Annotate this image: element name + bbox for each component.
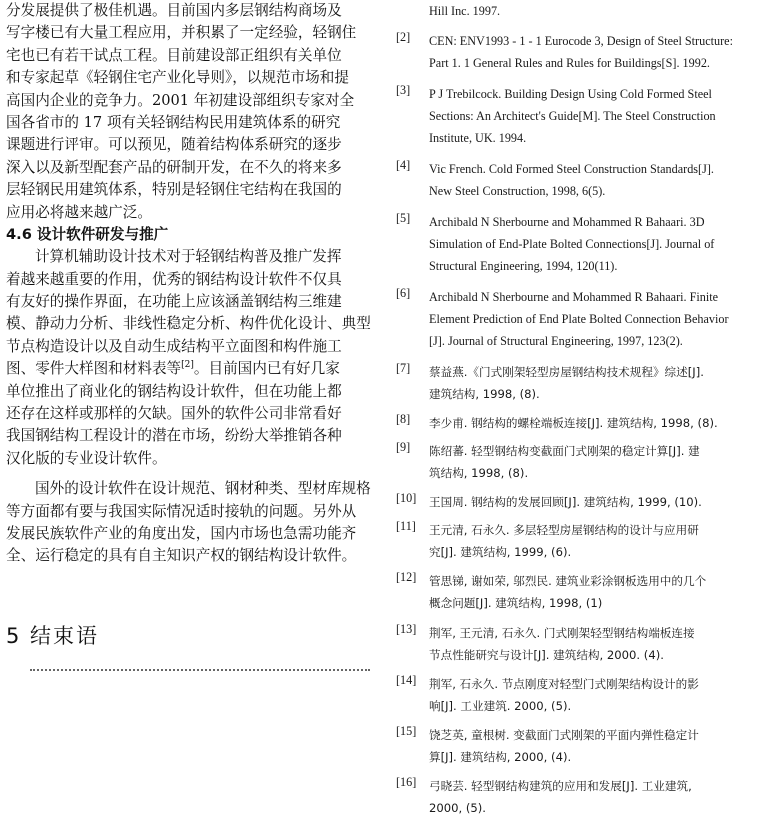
reference-item: [396, 775, 756, 819]
left-column: [6, 0, 382, 568]
reference-number: [13]: [396, 622, 417, 636]
reference-number: [11]: [396, 519, 416, 533]
text-line: 节点构造设计以及自动生成结构平立面图和构件施工: [6, 337, 342, 355]
text-line: 宅也已有若干试点工程。目前建设部正组织有关单位: [6, 46, 342, 64]
reference-list: [396, 0, 756, 819]
paragraph-intro: [6, 0, 382, 224]
reference-text-line: P J Trebilcock. Building Design Using Cold Formed Steel: [429, 87, 712, 101]
reference-text-line: Vic French. Cold Formed Steel Construction Standards[J].: [429, 162, 714, 176]
text-line: [6, 358, 382, 380]
text-line: 等方面都有要与我国实际情况适时接轨的问题。另外从: [6, 502, 357, 520]
reference-number: [16]: [396, 775, 417, 789]
text-line: 高国内企业的竞争力。2001 年初建设部组织专家对全: [6, 91, 355, 109]
reference-text-line: 王元清, 石永久. 多层轻型房屋钢结构的设计与应用研: [429, 523, 699, 537]
reference-item: [396, 211, 756, 277]
text-line: 写字楼已有大量工程应用，并积累了一定经验，轻钢住: [6, 24, 357, 42]
reference-text-line: 陈绍蕃. 轻型钢结构变截面门式刚架的稳定计算[J]. 建: [429, 444, 700, 458]
text-segment: 。目前国内已有好几家: [193, 360, 340, 378]
reference-text-line: 筑结构, 1998, (8).: [429, 466, 529, 480]
reference-item: [396, 724, 756, 768]
text-line: 国外的设计软件在设计规范、钢材种类、型材库规格: [35, 480, 371, 498]
text-line: 模、静动力分析、非线性稳定分析、构件优化设计、典型: [6, 315, 371, 333]
text-line: 我国钢结构工程设计的潜在市场，纷纷大举推销各种: [6, 427, 342, 445]
reference-text-line: Archibald N Sherbourne and Mohammed R Bahaari. Finite: [429, 290, 719, 304]
text-line: 深入以及新型配套产品的研制开发，在不久的将来多: [6, 158, 342, 176]
text-line: 发展民族软件产业的角度出发，国内市场也急需功能齐: [6, 524, 357, 542]
reference-number: [12]: [396, 570, 417, 584]
reference-item: [396, 361, 756, 405]
reference-text-line: Sections: An Architect's Guide[M]. The Steel Construction: [429, 109, 716, 123]
reference-number: [15]: [396, 724, 417, 738]
reference-item: [396, 30, 756, 74]
reference-number: [3]: [396, 83, 411, 97]
reference-text-line: 弓晓芸. 轻型钢结构建筑的应用和发展[J]. 工业建筑,: [429, 779, 692, 793]
reference-number: [5]: [396, 211, 411, 225]
text-segment: 图、零件大样图和材料表等: [6, 360, 182, 378]
cut-off-text-line: [30, 664, 370, 672]
text-line: 有友好的操作界面，在功能上应该涵盖钢结构三维建: [6, 293, 342, 311]
text-line: 还存在这样或那样的欠缺。国外的软件公司非常看好: [6, 405, 342, 423]
reference-text-line: 李少甫. 钢结构的螺栓端板连接[J]. 建筑结构, 1998, (8).: [429, 416, 718, 430]
reference-text-line: Part 1. 1 General Rules and Rules for Buildings[S]. 1992.: [429, 56, 710, 70]
reference-text-line: Archibald N Sherbourne and Mohammed R Bahaari. 3D: [429, 215, 705, 229]
text-line: 计算机辅助设计技术对于轻钢结构普及推广发挥: [35, 248, 342, 266]
section-heading-4-6: 4.6 设计软件研发与推广: [6, 225, 169, 243]
reference-item: [396, 622, 756, 666]
text-line: 课题进行评审。可以预见，随着结构体系研究的逐步: [6, 136, 342, 154]
reference-text-line: 王国周. 钢结构的发展回顾[J]. 建筑结构, 1999, (10).: [429, 495, 702, 509]
reference-item: [396, 673, 756, 717]
text-line: 着越来越重要的作用，优秀的钢结构设计软件不仅具: [6, 270, 342, 288]
paragraph-software: [6, 246, 382, 470]
reference-item: [396, 519, 756, 563]
reference-item: [396, 0, 756, 22]
reference-item: [396, 570, 756, 614]
text-line: 国各省市的 17 项有关轻钢结构民用建筑体系的研究: [6, 113, 341, 131]
text-line: 应用必将越来越广泛。: [6, 203, 152, 221]
reference-text-line: 算[J]. 建筑结构, 2000, (4).: [429, 750, 572, 764]
reference-item: [396, 158, 756, 202]
reference-text-line: New Steel Construction, 1998, 6(5).: [429, 184, 606, 198]
reference-text-line: 概念问题[J]. 建筑结构, 1998, (1): [429, 596, 603, 610]
reference-text-line: CEN: ENV1993 - 1 - 1 Eurocode 3, Design of Steel Structure:: [429, 34, 733, 48]
reference-text-line: 节点性能研究与设计[J]. 建筑结构, 2000. (4).: [429, 648, 664, 662]
reference-text-line: 荆军, 王元清, 石永久. 门式刚架轻型钢结构端板连接: [429, 626, 695, 640]
reference-number: [4]: [396, 158, 411, 172]
reference-text-line: 响[J]. 工业建筑. 2000, (5).: [429, 699, 572, 713]
text-line: 单位推出了商业化的钢结构设计软件，但在功能上都: [6, 382, 342, 400]
reference-number: [8]: [396, 412, 411, 426]
reference-text-line: Structural Engineering, 1994, 120(11).: [429, 259, 618, 273]
text-line: 和专家起草《轻钢住宅产业化导则》，以规范市场和提: [6, 69, 349, 87]
reference-text-line: Simulation of End-Plate Bolted Connections[J]. Journal of: [429, 237, 715, 251]
text-line: 全、运行稳定的具有自主知识产权的钢结构设计软件。: [6, 547, 357, 565]
reference-text-line: Element Prediction of End Plate Bolted Connection Behavior: [429, 312, 729, 326]
reference-text-line: [J]. Journal of Structural Engineering, 1997, 123(2).: [429, 334, 683, 348]
paragraph-foreign-software: [6, 478, 382, 568]
reference-text-line: 建筑结构, 1998, (8).: [429, 387, 540, 401]
text-line: 汉化版的专业设计软件。: [6, 449, 167, 467]
reference-text-line: 饶芝英, 童根树. 变截面门式刚架的平面内弹性稳定计: [429, 728, 699, 742]
reference-number: [9]: [396, 440, 411, 454]
reference-text-line: Institute, UK. 1994.: [429, 131, 527, 145]
reference-text-line: 2000, (5).: [429, 801, 486, 815]
text-line: 层轻钢民用建筑体系，特别是轻钢住宅结构在我国的: [6, 181, 342, 199]
reference-text-line: 管思锑, 谢如荣, 邬烈民. 建筑业彩涂钢板选用中的几个: [429, 574, 707, 588]
reference-number: [2]: [396, 30, 411, 44]
reference-number: [10]: [396, 491, 417, 505]
reference-text-line: 荆军, 石永久. 节点刚度对轻型门式刚架结构设计的影: [429, 677, 699, 691]
citation-marker: [2]: [181, 360, 194, 371]
reference-text-line: 究[J]. 建筑结构, 1999, (6).: [429, 545, 572, 559]
reference-number: [14]: [396, 673, 417, 687]
reference-text-line: 蔡益燕.《门式刚架轻型房屋钢结构技术规程》综述[J].: [429, 365, 704, 379]
reference-item: [396, 440, 756, 484]
reference-item: [396, 491, 756, 513]
reference-text-line: Hill Inc. 1997.: [429, 4, 501, 18]
reference-item: [396, 412, 756, 434]
reference-number: [6]: [396, 286, 411, 300]
text-line: 分发展提供了极佳机遇。目前国内多层钢结构商场及: [6, 2, 342, 19]
reference-item: [396, 286, 756, 352]
chapter-heading-5: 5 结束语: [6, 624, 100, 648]
reference-item: [396, 83, 756, 149]
reference-number: [7]: [396, 361, 411, 375]
